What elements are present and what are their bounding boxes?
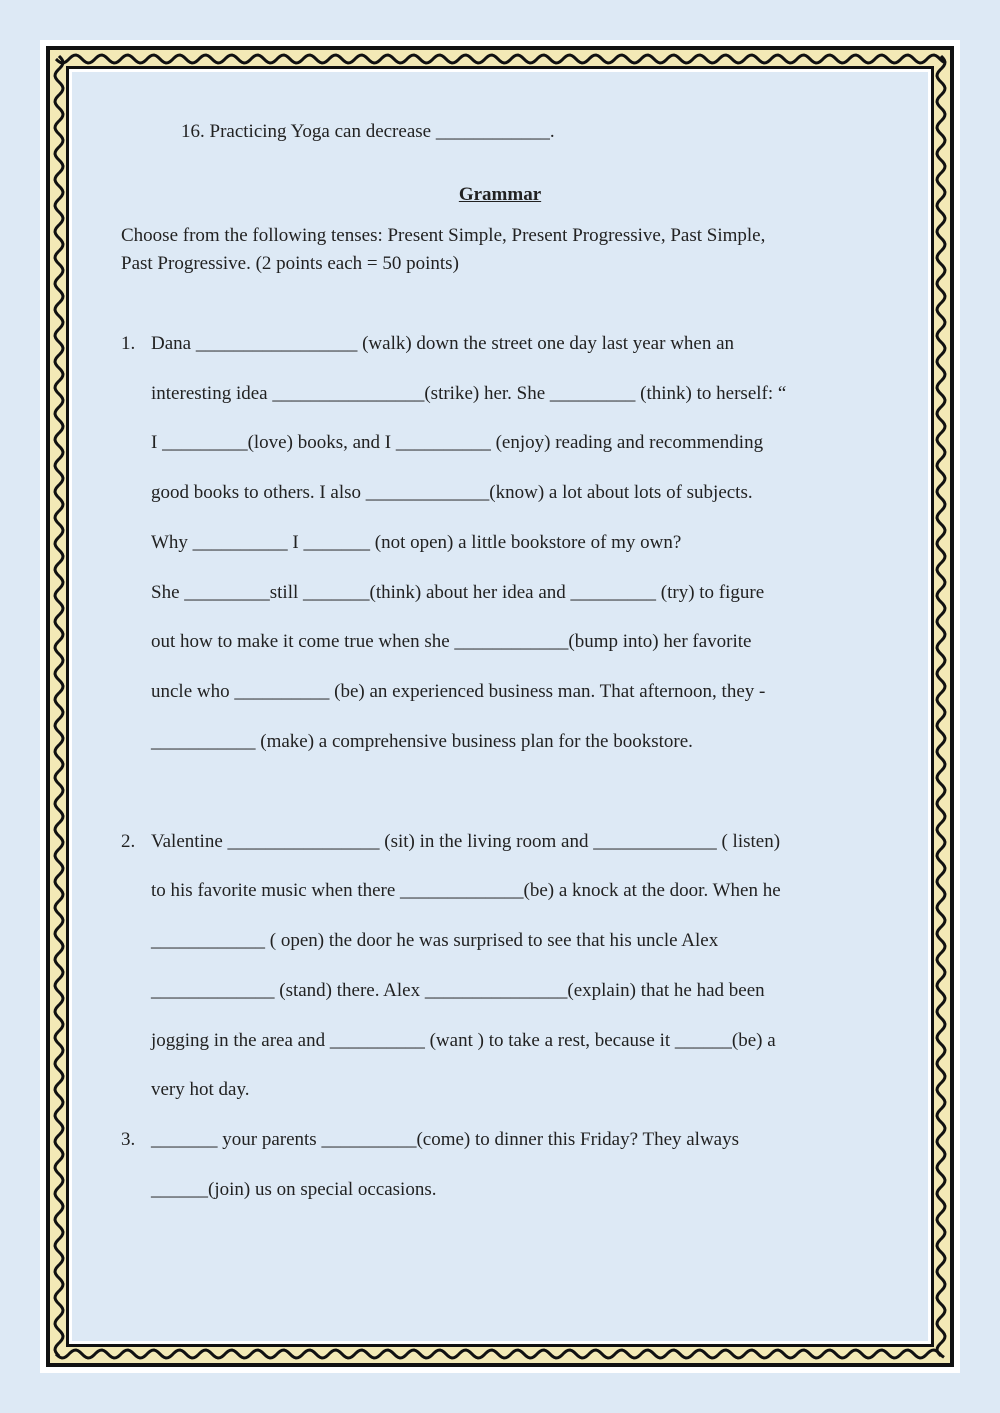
exercise-1-line: good books to others. I also _____________(know) a lot about lots of subjects. [151, 482, 753, 503]
border-wave [937, 56, 945, 1356]
exercise-1-line: She _________still _______(think) about her idea and _________ (try) to figure [151, 582, 765, 603]
exercise-1-line: I _________(love) books, and I __________ (enjoy) reading and recommending [151, 432, 764, 453]
exercise-3-line: _______ your parents __________(come) to dinner this Friday? They always [151, 1129, 740, 1150]
exercise-1-number: 1. [121, 333, 136, 354]
border-wave [56, 55, 944, 63]
exercise-2-line: very hot day. [151, 1079, 250, 1100]
exercise-1-line: ___________ (make) a comprehensive business plan for the bookstore. [151, 731, 693, 752]
exercise-2-line: _____________ (stand) there. Alex _______________(explain) that he had been [151, 980, 765, 1001]
exercise-1-line: out how to make it come true when she ____________(bump into) her favorite [151, 631, 752, 652]
exercise-1-line: Why __________ I _______ (not open) a little bookstore of my own? [151, 532, 682, 553]
exercise-1-line: Dana _________________ (walk) down the street one day last year when an [151, 333, 735, 354]
exercise-2-line: ____________ ( open) the door he was surprised to see that his uncle Alex [151, 930, 719, 951]
instructions-line-2: Past Progressive. (2 points each = 50 points) [121, 253, 459, 274]
exercise-3-number: 3. [121, 1129, 136, 1150]
exercise-2-number: 2. [121, 831, 136, 852]
exercise-3-line: ______(join) us on special occasions. [151, 1179, 437, 1200]
border-wave [56, 1350, 944, 1358]
exercise-1-line: uncle who __________ (be) an experienced business man. That afternoon, they - [151, 681, 766, 702]
exercise-2-line: jogging in the area and __________ (want ) to take a rest, because it ______(be) a [151, 1030, 776, 1051]
border-wave [55, 56, 63, 1356]
section-title: Grammar [458, 184, 542, 205]
exercise-2-line: Valentine ________________ (sit) in the living room and _____________ ( listen) [151, 831, 781, 852]
instructions-line-1: Choose from the following tenses: Present Simple, Present Progressive, Past Simple, [121, 225, 766, 246]
question-16: 16. Practicing Yoga can decrease ____________. [181, 121, 555, 142]
exercise-2-line: to his favorite music when there _____________(be) a knock at the door. When he [151, 880, 781, 901]
exercise-1-line: interesting idea ________________(strike) her. She _________ (think) to herself: “ [151, 383, 787, 404]
